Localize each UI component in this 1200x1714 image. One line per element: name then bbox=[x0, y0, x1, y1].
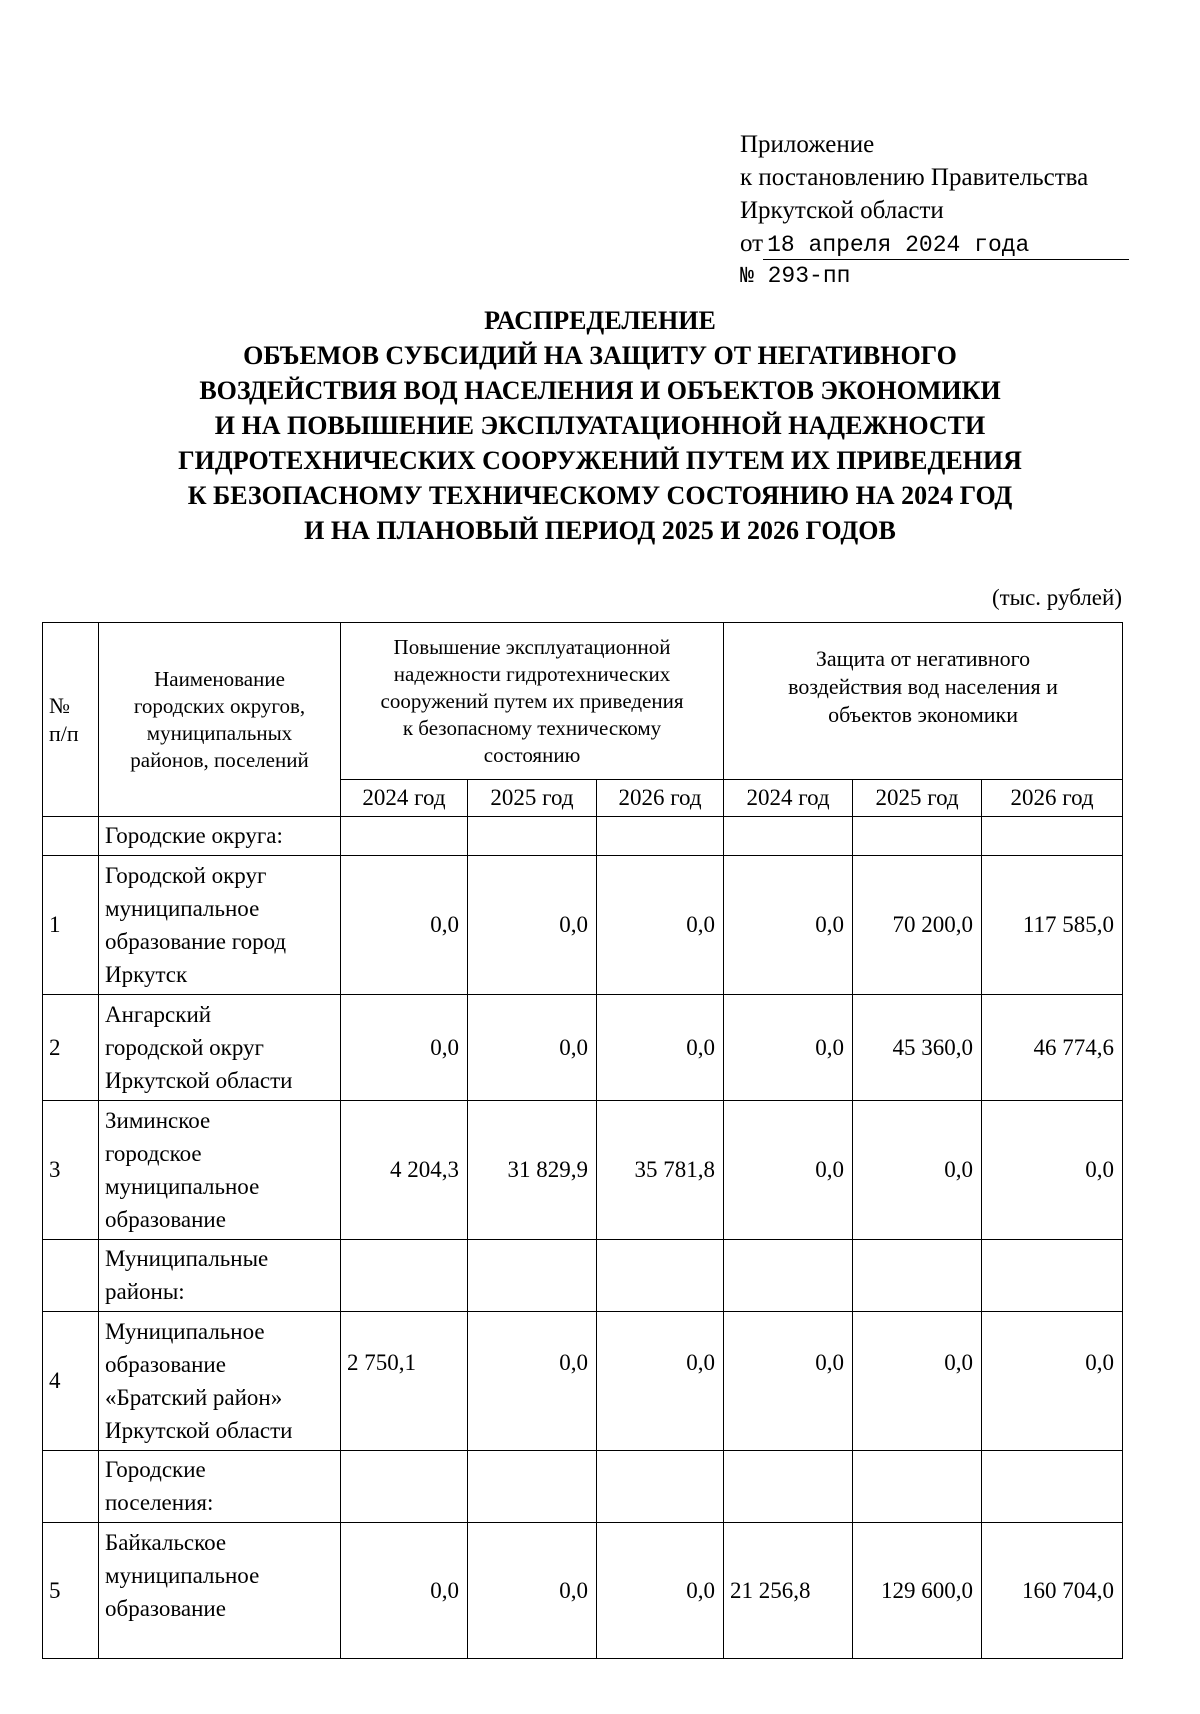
appendix-date-line bbox=[740, 227, 1129, 260]
table-row bbox=[43, 1240, 1123, 1312]
value-cell: 2 750,1 bbox=[341, 1312, 468, 1451]
value-cell: 31 829,9 bbox=[468, 1101, 597, 1240]
value-cell: 0,0 bbox=[724, 995, 853, 1101]
table-row bbox=[43, 1451, 1123, 1523]
header-name-line: муниципальных bbox=[146, 720, 293, 745]
header-group-reliability bbox=[341, 623, 724, 780]
header-name-line: районов, поселений bbox=[130, 747, 309, 772]
value-cell: 129 600,0 bbox=[853, 1523, 982, 1659]
row-name-line: поселения: bbox=[105, 1490, 214, 1515]
row-name-line: образование bbox=[105, 1596, 226, 1621]
value-cell: 0,0 bbox=[853, 1101, 982, 1240]
value-cell bbox=[982, 1451, 1123, 1523]
table-row bbox=[43, 817, 1123, 856]
row-name-line: Городской округ bbox=[105, 863, 267, 888]
header-group-line: надежности гидротехнических bbox=[393, 661, 671, 686]
row-name-line: Иркутской области bbox=[105, 1068, 293, 1093]
distribution-table bbox=[42, 622, 1123, 1659]
value-cell: 0,0 bbox=[597, 1523, 724, 1659]
year-header: 2025 год bbox=[468, 780, 597, 817]
value-cell bbox=[468, 1240, 597, 1312]
value-cell: 70 200,0 bbox=[853, 856, 982, 995]
year-header: 2025 год bbox=[853, 780, 982, 817]
title-line: И НА ПОВЫШЕНИЕ ЭКСПЛУАТАЦИОННОЙ НАДЕЖНОСТИ bbox=[214, 411, 986, 440]
header-name bbox=[99, 623, 341, 817]
value-cell: 0,0 bbox=[341, 995, 468, 1101]
title-line: ВОЗДЕЙСТВИЯ ВОД НАСЕЛЕНИЯ И ОБЪЕКТОВ ЭКОНОМИКИ bbox=[199, 376, 1001, 405]
value-cell: 0,0 bbox=[982, 1312, 1123, 1451]
value-cell: 160 704,0 bbox=[982, 1523, 1123, 1659]
row-name-line: «Братский район» bbox=[105, 1385, 283, 1410]
date-prefix: от bbox=[740, 230, 764, 257]
value-cell: 45 360,0 bbox=[853, 995, 982, 1101]
value-cell bbox=[853, 817, 982, 856]
table-row bbox=[43, 995, 1123, 1101]
value-cell: 4 204,3 bbox=[341, 1101, 468, 1240]
value-cell bbox=[341, 1240, 468, 1312]
value-cell: 0,0 bbox=[982, 1101, 1123, 1240]
header-group-line: сооружений путем их приведения bbox=[380, 688, 684, 713]
header-no bbox=[43, 623, 99, 817]
value-cell: 0,0 bbox=[597, 995, 724, 1101]
row-name-line: городское bbox=[105, 1141, 202, 1166]
row-name bbox=[99, 1523, 341, 1659]
row-name-line: Муниципальное bbox=[105, 1319, 265, 1344]
table-row bbox=[43, 1312, 1123, 1451]
row-name bbox=[99, 817, 341, 856]
row-name-line: Зиминское bbox=[105, 1108, 211, 1133]
row-name bbox=[99, 1312, 341, 1451]
value-cell bbox=[724, 817, 853, 856]
title-line: РАСПРЕДЕЛЕНИЕ bbox=[484, 306, 716, 335]
row-name-line: муниципальное bbox=[105, 1563, 260, 1588]
row-name-line: Городские округа: bbox=[105, 823, 283, 848]
row-name-line: муниципальное bbox=[105, 896, 260, 921]
row-name bbox=[99, 1451, 341, 1523]
header-group-line: к безопасному техническому bbox=[402, 715, 662, 740]
row-name-line: образование bbox=[105, 1207, 226, 1232]
title-line: ГИДРОТЕХНИЧЕСКИХ СООРУЖЕНИЙ ПУТЕМ ИХ ПРИВЕДЕНИЯ bbox=[178, 446, 1022, 475]
row-name-line: Муниципальные bbox=[105, 1246, 269, 1271]
title-line: К БЕЗОПАСНОМУ ТЕХНИЧЕСКОМУ СОСТОЯНИЮ НА 2024 ГОД bbox=[187, 481, 1013, 510]
value-cell: 46 774,6 bbox=[982, 995, 1123, 1101]
row-name-line: Городские bbox=[105, 1457, 206, 1482]
value-cell bbox=[724, 1240, 853, 1312]
row-name bbox=[99, 856, 341, 995]
row-name-line: районы: bbox=[105, 1279, 185, 1304]
title-line: И НА ПЛАНОВЫЙ ПЕРИОД 2025 И 2026 ГОДОВ bbox=[304, 516, 896, 545]
header-group-line: воздействия вод населения и bbox=[788, 674, 1058, 699]
table-row bbox=[43, 856, 1123, 995]
row-number: 4 bbox=[43, 1312, 99, 1451]
value-cell bbox=[982, 1240, 1123, 1312]
value-cell: 35 781,8 bbox=[597, 1101, 724, 1240]
header-no-line: п/п bbox=[49, 720, 79, 746]
value-cell bbox=[341, 817, 468, 856]
document-title bbox=[0, 303, 1200, 548]
value-cell: 0,0 bbox=[468, 856, 597, 995]
value-cell: 0,0 bbox=[468, 1312, 597, 1451]
row-name bbox=[99, 1101, 341, 1240]
value-cell bbox=[468, 817, 597, 856]
row-name-line: Иркутск bbox=[105, 962, 188, 987]
units-label: (тыс. рублей) bbox=[991, 585, 1122, 610]
title-line: ОБЪЕМОВ СУБСИДИЙ НА ЗАЩИТУ ОТ НЕГАТИВНОГО bbox=[243, 341, 957, 370]
value-cell bbox=[724, 1451, 853, 1523]
value-cell bbox=[597, 817, 724, 856]
row-name-line: городской округ bbox=[105, 1035, 264, 1060]
value-cell: 0,0 bbox=[597, 1312, 724, 1451]
value-cell: 21 256,8 bbox=[724, 1523, 853, 1659]
value-cell bbox=[341, 1451, 468, 1523]
row-number bbox=[43, 1451, 99, 1523]
value-cell: 0,0 bbox=[724, 1101, 853, 1240]
header-no-line: № bbox=[49, 692, 70, 718]
value-cell: 0,0 bbox=[468, 995, 597, 1101]
row-name bbox=[99, 995, 341, 1101]
header-name-line: городских округов, bbox=[133, 693, 306, 718]
appendix-line-3: Иркутской области bbox=[740, 197, 944, 224]
value-cell: 117 585,0 bbox=[982, 856, 1123, 995]
value-cell: 0,0 bbox=[341, 1523, 468, 1659]
header-group-line: Защита от негативного bbox=[815, 646, 1031, 671]
value-cell: 0,0 bbox=[468, 1523, 597, 1659]
value-cell bbox=[853, 1451, 982, 1523]
row-name-line: муниципальное bbox=[105, 1174, 260, 1199]
header-group-line: Повышение эксплуатационной bbox=[393, 634, 671, 659]
value-cell bbox=[597, 1240, 724, 1312]
value-cell bbox=[982, 817, 1123, 856]
value-cell bbox=[468, 1451, 597, 1523]
row-number bbox=[43, 817, 99, 856]
row-name-line: Ангарский bbox=[105, 1002, 212, 1027]
header-group-line: объектов экономики bbox=[828, 702, 1018, 727]
row-name bbox=[99, 1240, 341, 1312]
value-cell: 0,0 bbox=[853, 1312, 982, 1451]
header-group-line: состоянию bbox=[483, 742, 581, 767]
year-header: 2024 год bbox=[724, 780, 853, 817]
row-number: 3 bbox=[43, 1101, 99, 1240]
value-cell: 0,0 bbox=[724, 1312, 853, 1451]
table-row bbox=[43, 1523, 1123, 1659]
row-number: 1 bbox=[43, 856, 99, 995]
date-value: 18 апреля 2024 года bbox=[763, 231, 1129, 260]
row-name-line: Иркутской области bbox=[105, 1418, 293, 1443]
row-number: 2 bbox=[43, 995, 99, 1101]
year-header: 2024 год bbox=[341, 780, 468, 817]
table-row bbox=[43, 1101, 1123, 1240]
row-name-line: Байкальское bbox=[105, 1530, 227, 1555]
appendix-line-2: к постановлению Правительства bbox=[740, 164, 1089, 191]
row-name-line: образование bbox=[105, 1352, 226, 1377]
header-name-line: Наименование bbox=[154, 666, 285, 691]
row-name-line: образование город bbox=[105, 929, 287, 954]
value-cell: 0,0 bbox=[724, 856, 853, 995]
appendix-line-1: Приложение bbox=[740, 131, 875, 158]
row-number bbox=[43, 1240, 99, 1312]
value-cell bbox=[597, 1451, 724, 1523]
row-number: 5 bbox=[43, 1523, 99, 1659]
appendix-block bbox=[740, 128, 1129, 293]
value-cell: 0,0 bbox=[341, 856, 468, 995]
year-header: 2026 год bbox=[597, 780, 724, 817]
value-cell bbox=[853, 1240, 982, 1312]
resolution-number: № 293-пп bbox=[740, 263, 851, 289]
header-group-protection bbox=[724, 623, 1123, 780]
value-cell: 0,0 bbox=[597, 856, 724, 995]
year-header: 2026 год bbox=[982, 780, 1123, 817]
